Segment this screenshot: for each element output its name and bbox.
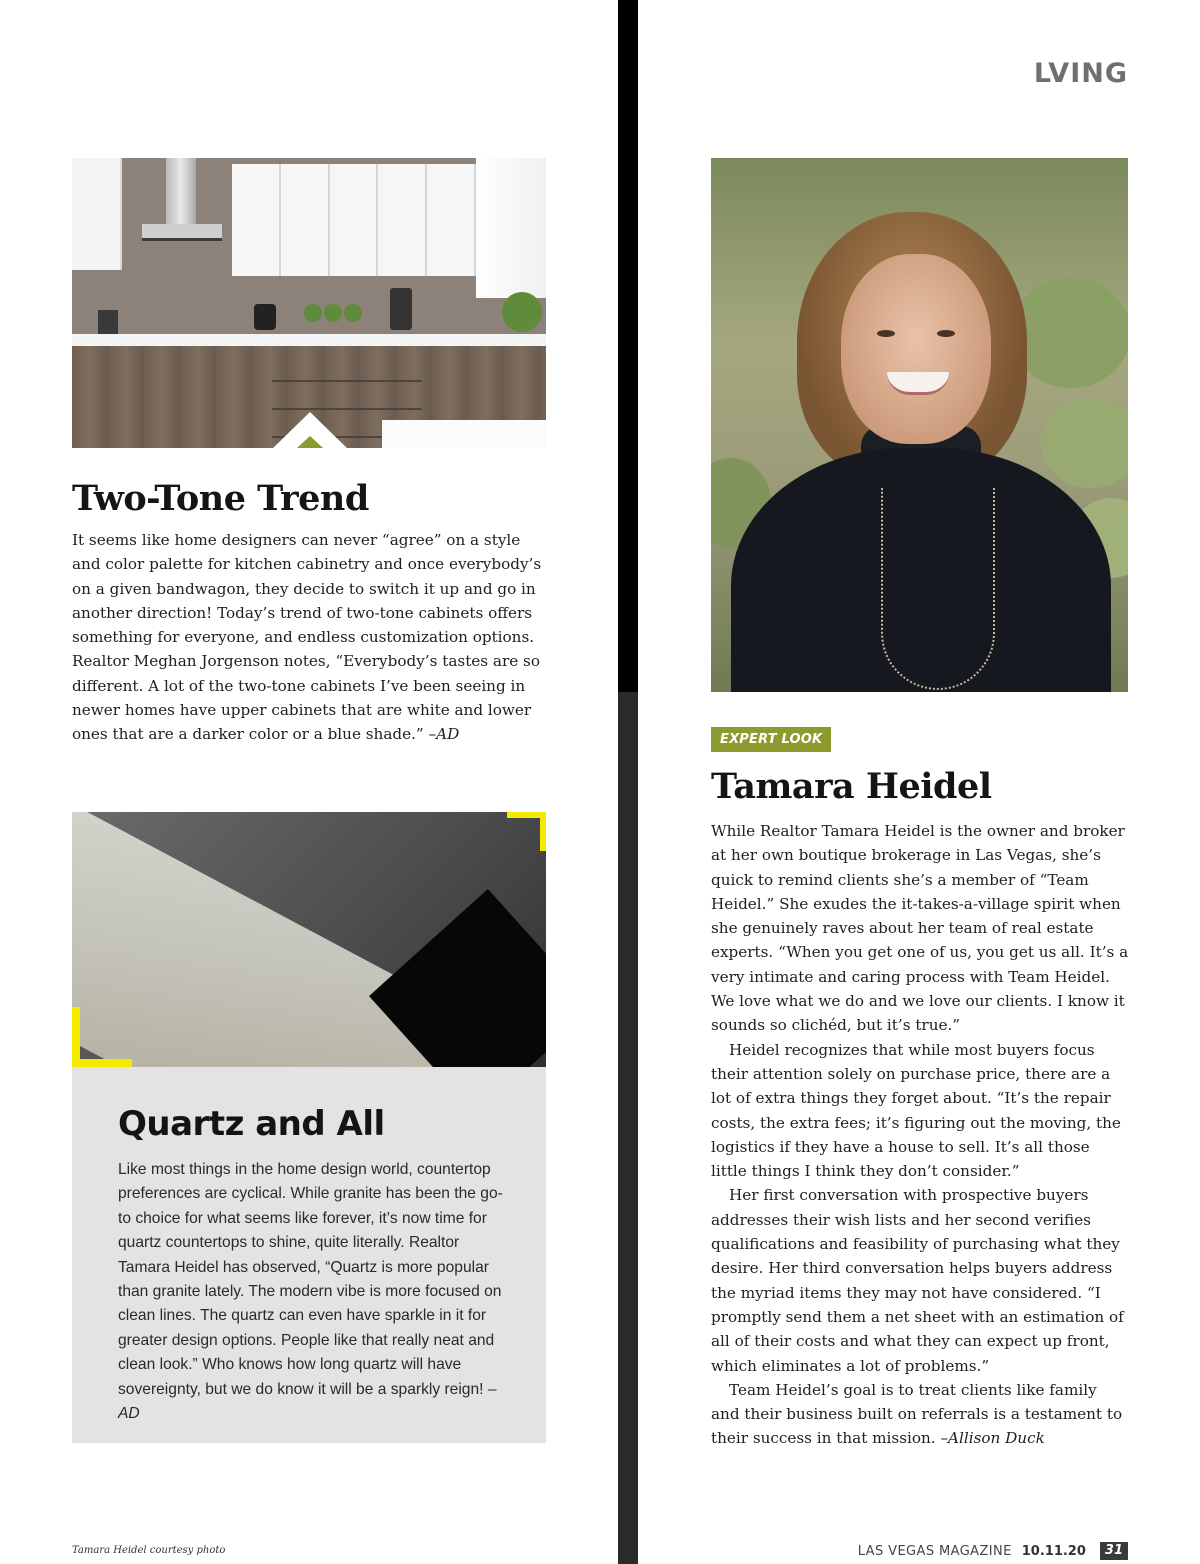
tamara-paragraph-3: Her first conversation with prospective buyers addresses their wish lists and her second verifies qualifications and feasibility of purchasing what they desire. Her third conversation helps buyers address the myriad items they may not have considered. “I promptly send them a net sheet with an estimation of all of their costs and what they can expect up front, which eliminates a lot of problems.” [711,1186,1124,1375]
tamara-signature: –Allison Duck [940,1429,1045,1448]
triangle-icon [297,436,323,448]
tamara-paragraph-1: While Realtor Tamara Heidel is the owner and broker at her own boutique brokerage in Las Vegas, she’s quick to remind clients she’s a member of “Team Heidel.” She exudes the it-takes-a-village spirit when she genuinely raves about her team of real estate experts. “When you get one of us, you get us all. It’s a very intimate and caring process with Team Heidel. We love what we do and we love our clients. I know it sounds so clichéd, but it’s true.” [711,822,1129,1035]
section-label: LVING [1033,58,1128,89]
quartz-title: Quartz and All [118,1104,385,1144]
quartz-text: Like most things in the home design world, countertop preferences are cyclical. While granite has been the go-to choice for what seems like forever, it’s now time for quartz countertops to shine, quite literally. Realtor Tamara Heidel has observed, “Quartz is more popular than granite lately. The modern vibe is more focused on clean lines. The quartz can even have sparkle in it for greater design options. People like that really neat and clean look.” Who knows how long quartz will have sovereignty, but we do know it will be a sparkly reign! [118,1161,503,1398]
two-tone-text: It seems like home designers can never “agree” on a style and color palette for kitchen cabinetry and once everybody’s on a given bandwagon, they decide to switch it up and go in another direction! Today’s trend of two-tone cabinets offers something for everyone, and endless customization options. Realtor Meghan Jorgenson notes, “Everybody’s tastes are so different. A lot of the two-tone cabinets I’ve been seeing in newer homes have upper cabinets that are white and lower ones that are a darker color or a blue shade.” [72,531,542,744]
quartz-body [118,1158,508,1426]
expert-look-tag: EXPERT LOOK [711,727,831,752]
photo-credit: Tamara Heidel courtesy photo [72,1545,226,1556]
kitchen-photo [72,158,546,448]
two-tone-body [72,528,546,747]
folio [858,1542,1128,1560]
portrait-photo [711,158,1128,692]
page-spine-top [618,0,638,692]
corner-accent-icon [72,1007,132,1067]
issue-date: 10.11.20 [1021,1543,1086,1559]
corner-accent-icon [507,812,546,851]
page-number: 31 [1100,1542,1128,1560]
quartz-signature: –AD [118,1380,497,1423]
page-spine-bottom [618,692,638,1564]
tamara-paragraph-2: Heidel recognizes that while most buyers focus their attention solely on purchase price, there are a lot of extra things they forget about. “It’s the repair costs, the extra fees; it’s figuring out the moving, the logistics if they have a house to sell. It’s all those little things I think they don’t consider.” [711,1040,1121,1181]
two-tone-signature: –AD [428,725,460,744]
two-tone-title: Two-Tone Trend [72,478,369,519]
tamara-body [711,819,1129,1451]
tamara-paragraph-4: Team Heidel’s goal is to treat clients like family and their business built on referrals is a testament to their success in that mission. [711,1380,1123,1448]
magazine-name: LAS VEGAS MAGAZINE [857,1543,1012,1559]
quartz-photo [72,812,546,1067]
tamara-title: Tamara Heidel [711,766,992,807]
